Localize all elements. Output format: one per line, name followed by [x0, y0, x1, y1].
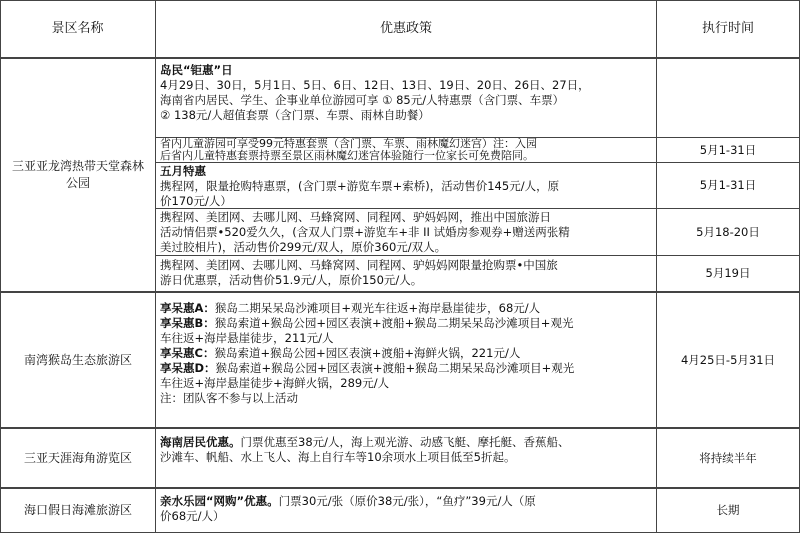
execution-time: 5月18-20日 [696, 224, 760, 239]
execution-time: 4月25日-5月31日 [680, 352, 776, 367]
policy-line: 海南省内居民、学生、企事业单位游园可享 ① 85元/人特惠票（含门票、车票） [160, 93, 565, 107]
offer-text: 猴岛二期呆呆岛沙滩项目+观光车往返+海岸悬崖徒步，68元/人 [214, 301, 541, 315]
offer-label: 享呆惠D： [160, 361, 216, 375]
grid-line [155, 0, 156, 533]
policy-line [160, 494, 536, 509]
offer-label: 享呆惠A： [160, 301, 215, 315]
policy-line [160, 346, 574, 361]
policy-line: 省内儿童游园可享受99元特惠套票（含门票、车票、雨林魔幻迷宫）注：入园 [160, 137, 537, 150]
policy-line [160, 435, 570, 450]
execution-time: 将持续半年 [699, 450, 757, 465]
offer-text: 猴岛索道+猴岛公园+园区表演+渡船+猴岛二期呆呆岛沙滩项目+观光 [215, 361, 575, 375]
policy-line: 活动情侣票•520爱久久，(含双人门票+游览车+非 II 试婚房参观券+赠送两张精 [160, 225, 570, 239]
policy-line: 携程网、美团网、去哪儿网、马蜂窝网、同程网、驴妈妈网，推出中国旅游日 [160, 210, 551, 224]
offer-label: 亲水乐园“网购”优惠。 [160, 494, 279, 508]
policy-line: 美过胶相片)，活动售价299元/双人，原价360元/双人。 [160, 240, 447, 254]
policy-entry [160, 210, 570, 255]
policy-line: ② 138元/人超值套票（含门票、车票、雨林自助餐） [160, 108, 430, 122]
policy-line: 4月29日、30日，5月1日、5日、6日、12日、13日、19日、20日、26日、27日， [160, 78, 590, 92]
header-policy: 优惠政策 [379, 21, 432, 36]
offer-label: 海南居民优惠。 [160, 435, 241, 449]
policy-line [160, 361, 574, 376]
header-scenic-name: 景区名称 [51, 21, 104, 36]
scenic-name-yalongwan: 三亚亚龙湾热带天堂森林公园 [11, 159, 144, 190]
policy-entry [160, 63, 590, 123]
grid-line [0, 0, 1, 533]
policy-entry [160, 301, 574, 406]
policy-entry [160, 435, 570, 465]
policy-entry [160, 164, 559, 209]
offer-text: 猴岛索道+猴岛公园+园区表演+渡船+猴岛二期呆呆岛沙滩项目+观光 [214, 316, 574, 330]
scenic-name-haikou-beach: 海口假日海滩旅游区 [23, 503, 132, 517]
execution-time: 5月1-31日 [699, 178, 757, 192]
scenic-name-monkey-island: 南湾猴岛生态旅游区 [23, 352, 132, 367]
policy-line: 价68元/人） [160, 509, 225, 523]
offer-label: 享呆惠C： [160, 346, 215, 360]
policy-line [160, 316, 574, 331]
policy-line: 携程网、美团网、去哪儿网、马蜂窝网、同程网、驴妈妈网限量抢购票•中国旅 [160, 258, 558, 272]
header-time: 执行时间 [701, 21, 754, 36]
execution-time: 5月19日 [705, 266, 751, 280]
execution-time: 5月1-31日 [699, 142, 757, 157]
policy-entry [160, 138, 537, 162]
policy-title: 五月特惠 [160, 164, 206, 178]
policy-line: 后省内儿童特惠套票持票至景区雨林魔幻迷宫体验随行一位家长可免费陪同。 [160, 149, 534, 162]
policy-entry [160, 258, 558, 288]
policy-note: 注：团队客不参与以上活动 [160, 391, 298, 405]
offer-text: 门票优惠至38元/人，海上观光游、动感飞艇、摩托艇、香蕉船、 [240, 435, 570, 449]
execution-time: 长期 [716, 503, 740, 517]
policy-line: 沙滩车、帆船、水上飞人、海上自行车等10余项水上项目低至5折起。 [160, 450, 516, 464]
policy-line: 车往返+海岸悬崖徒步+海鲜火锅，289元/人 [160, 376, 390, 390]
scenic-name-tianya-haijiao: 三亚天涯海角游览区 [23, 450, 132, 465]
policy-line: 车往返+海岸悬崖徒步，211元/人 [160, 331, 334, 345]
policy-line [160, 301, 574, 316]
offer-label: 享呆惠B： [160, 316, 215, 330]
offer-text: 猴岛索道+猴岛公园+园区表演+渡船+海鲜火锅，221元/人 [214, 346, 521, 360]
policy-line: 游日优惠票，活动售价51.9元/人，原价150元/人。 [160, 273, 423, 287]
policy-line: 价170元/人） [160, 194, 232, 208]
policy-line: 携程网，限量抢购特惠票，(含门票+游览车票+索桥)，活动售价145元/人，原 [160, 179, 560, 193]
policy-title: 岛民“钜惠”日 [160, 63, 233, 77]
offer-text: 门票30元/张（原价38元/张），“鱼疗”39元/人（原 [278, 494, 536, 508]
policy-entry [160, 494, 536, 524]
